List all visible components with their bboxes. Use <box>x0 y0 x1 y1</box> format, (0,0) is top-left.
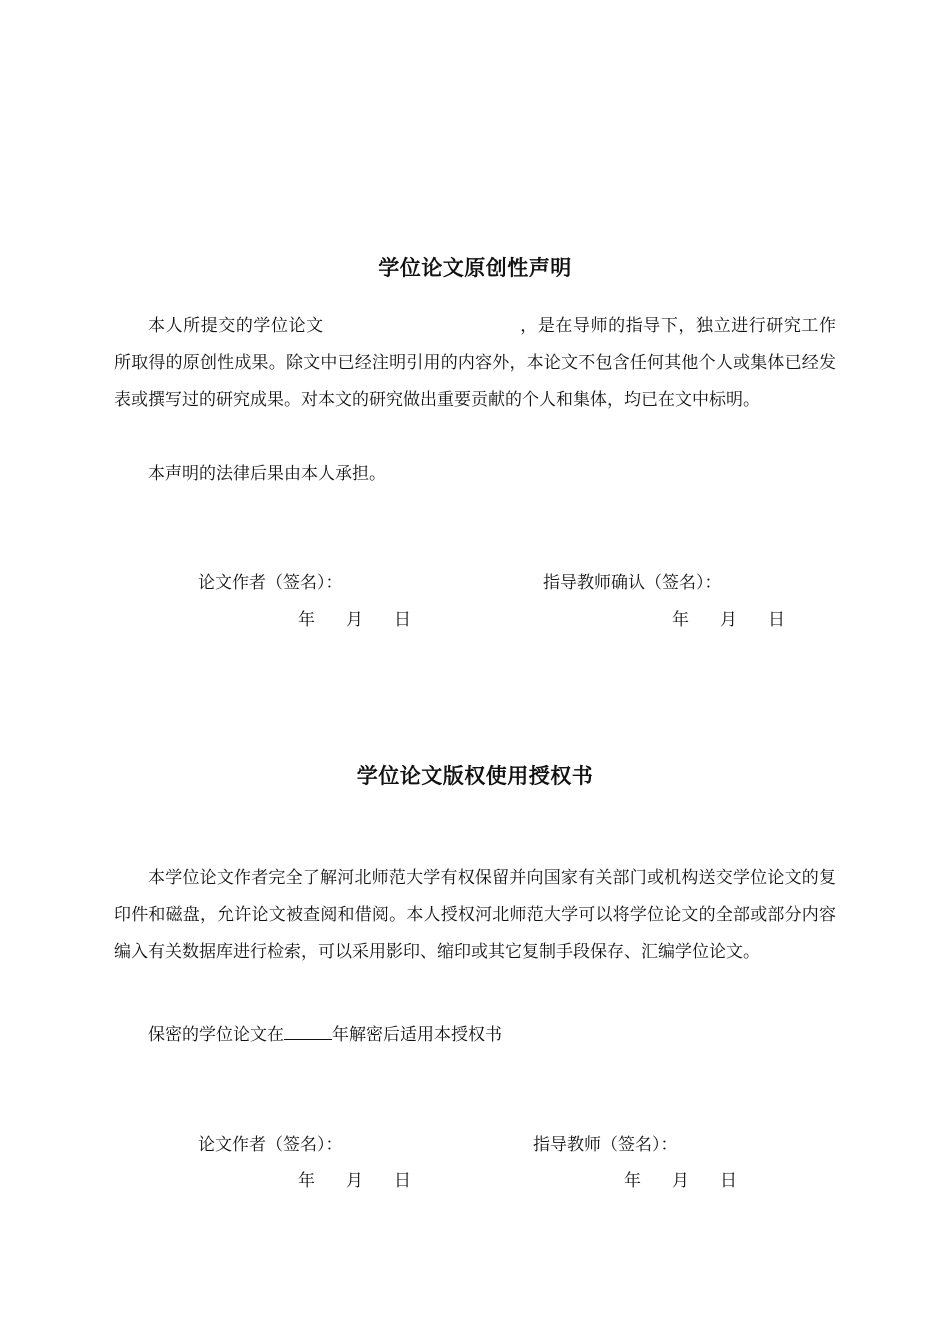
date-year-label: 年 <box>672 610 689 630</box>
date-year-label: 年 <box>624 1171 641 1191</box>
authorization-para2-end: 年解密后适用本授权书 <box>332 1025 502 1045</box>
authorization-advisor-date <box>624 1166 737 1191</box>
declaration-para1-rest: ，是在导师的指导下，独立进行研究工作所取得的原创性成果。除文中已经注明引用的内容外，本论文不包含任何其他个人或集体已经发表或撰写过的研究成果。对本文的研究做出重要贡献的个人和集体，均已在文中标明。 <box>114 316 837 410</box>
authorization-para2-start: 保密的学位论文在 <box>148 1025 284 1045</box>
declaration-paragraph-1 <box>114 308 836 419</box>
authorization-paragraph-1: 本学位论文作者完全了解河北师范大学有权保留并向国家有关部门或机构送交学位论文的复印件和磁盘，允许论文被查阅和借阅。本人授权河北师范大学可以将学位论文的全部或部分内容编入有关数据库进行检索，可以采用影印、缩印或其它复制手段保存、汇编学位论文。 <box>114 868 836 962</box>
declaration-advisor-signature-label: 指导教师确认（签名）： <box>543 573 722 593</box>
date-day-label: 日 <box>394 610 411 630</box>
date-month-label: 月 <box>672 1171 689 1191</box>
date-year-label: 年 <box>298 610 315 630</box>
date-day-label: 日 <box>720 1171 737 1191</box>
declaration-author-date <box>298 605 411 630</box>
authorization-paragraph-2 <box>114 1017 836 1054</box>
declaration-author-signature-label: 论文作者（签名）： <box>198 573 343 593</box>
date-year-label: 年 <box>298 1171 315 1191</box>
authorization-author-signature-label: 论文作者（签名）： <box>198 1135 343 1155</box>
date-month-label: 月 <box>720 610 737 630</box>
declaration-paragraph-2: 本声明的法律后果由本人承担。 <box>148 464 386 484</box>
date-day-label: 日 <box>394 1171 411 1191</box>
date-day-label: 日 <box>768 610 785 630</box>
secrecy-years-blank <box>284 1025 332 1040</box>
authorization-title: 学位论文版权使用授权书 <box>356 764 594 788</box>
declaration-para1-start: 本人所提交的学位论文 <box>148 316 324 336</box>
authorization-advisor-signature-label: 指导教师（签名）： <box>533 1135 678 1155</box>
date-month-label: 月 <box>346 610 363 630</box>
authorization-author-date <box>298 1166 411 1191</box>
date-month-label: 月 <box>346 1171 363 1191</box>
declaration-advisor-date <box>672 605 785 630</box>
declaration-title: 学位论文原创性声明 <box>378 256 572 280</box>
